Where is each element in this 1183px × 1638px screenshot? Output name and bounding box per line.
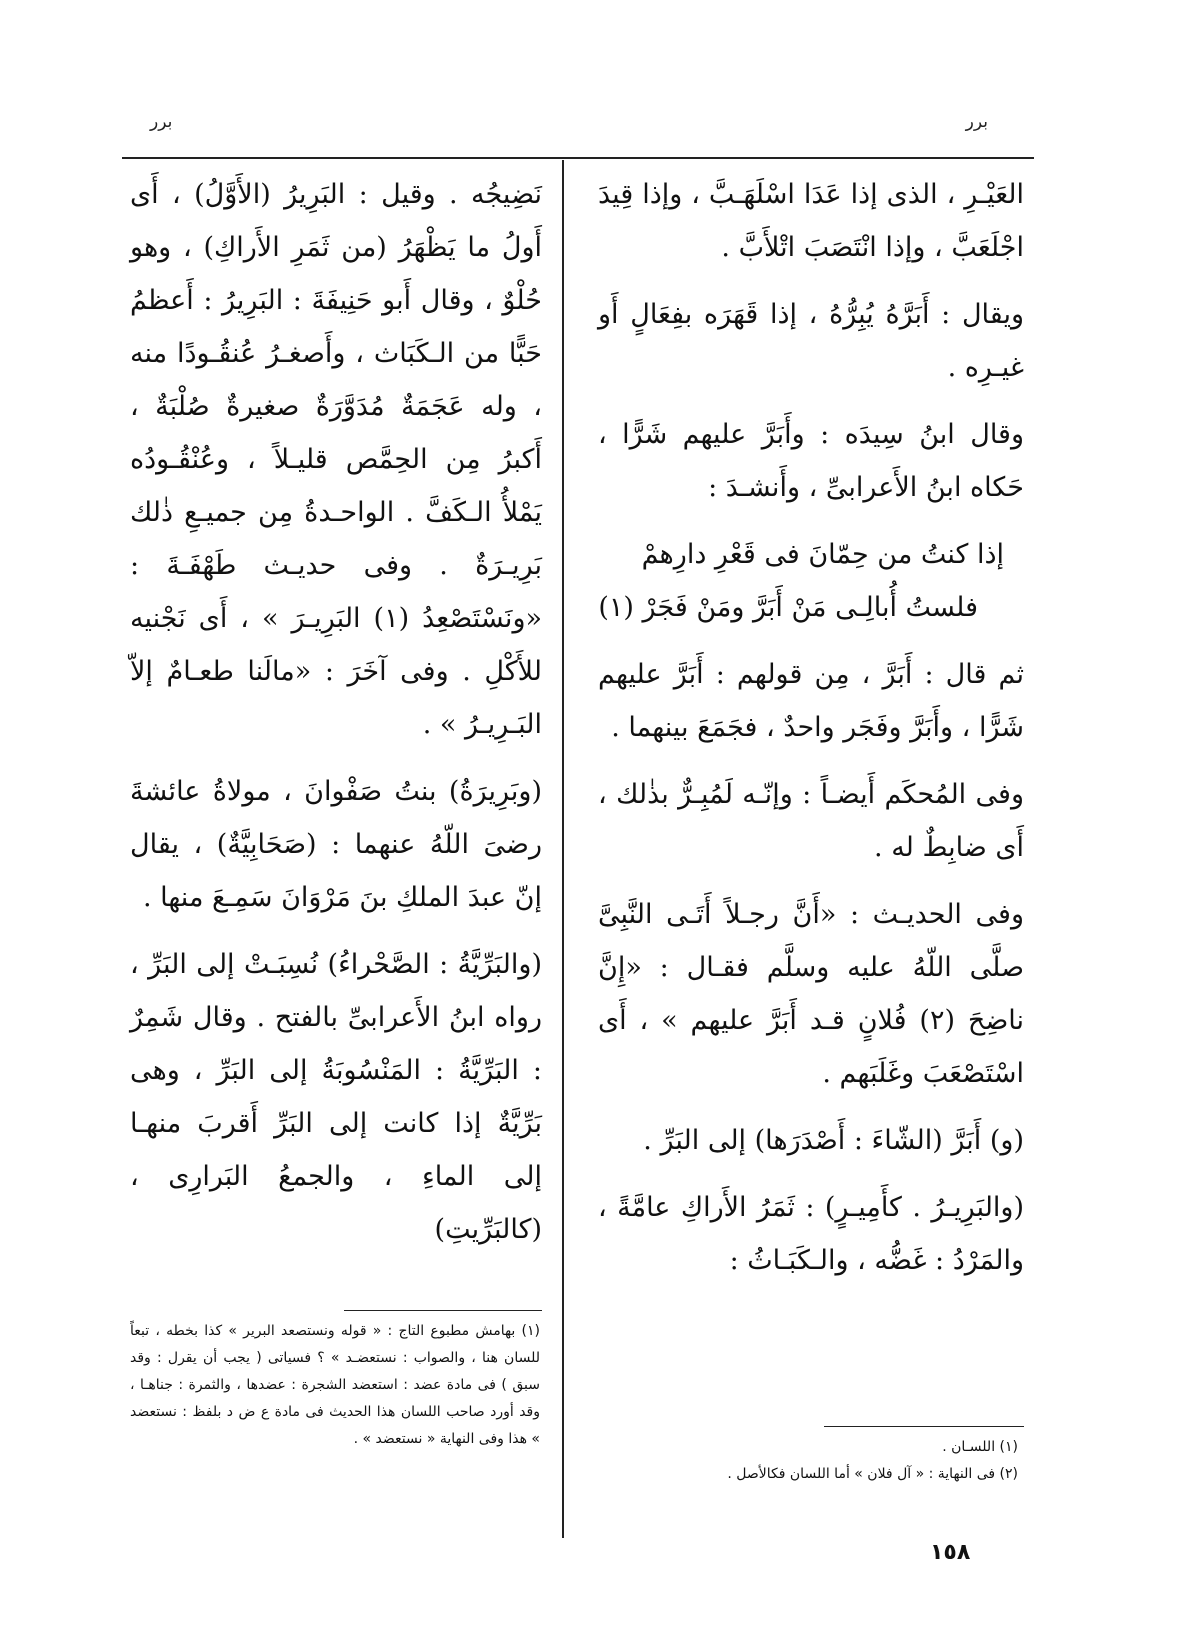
page-number: ١٥٨ xyxy=(930,1540,971,1565)
paragraph: وقال ابنُ سِيدَه : وأَبَرَّ عليهم شَرًّا ، حَكاه ابنُ الأَعرابىِّ ، وأَنشـدَ : xyxy=(598,419,1024,503)
footnote-rule-right xyxy=(824,1426,1024,1427)
footnote: (١) بهامش مطبوع التاج : « قوله ونستصعد البرير » كذا بخطه ، تبعاً للسان هنا ، والصواب : نستعضـد » ؟ فسياتى ( يجب أن يقرل : وقد سبق ) فى مادة عضد : استعضد الشجرة : عضدها ، والثمرة : جناهـا ، وقد أورد صاحب اللسان هذا الحديث فى مادة ع ض د بلفظ : نستعضد » هذا وفى النهاية « نستعضد » . xyxy=(130,1323,540,1447)
paragraph: ثم قال : أَبَرَّ ، مِن قولهم : أَبَرَّ عليهم شَرًّا ، وأَبَرَّ وفَجَر واحدٌ ، فجَمَعَ بينهما . xyxy=(598,659,1024,743)
paragraph: نَضِيجُه . وقيل : البَرِيرُ (الأَوَّلُ) ، أَى أَولُ ما يَظْهَرُ (من ثَمَرِ الأَراكِ) ، وهو حُلْوٌ ، وقال أَبو حَنِيفَةَ : البَرِيرُ : أَعظمُ حَبًّا من الـكَبَاث ، وأَصغـرُ عُنقُـودًا منه ، وله عَجَمَةٌ مُدَوَّرَةٌ صغيرةٌ صُلْبَةٌ ، أَكبرُ مِن الحِمَّص قليـلاً ، وعُنْقُـودُه يَمْلأُ الـكَفَّ . الواحـدةُ مِن جميـعِ ذٰلك بَرِيـرَةٌ . وفى حديـث طَهْفَـةَ : «ونَسْتَصْعِدُ (١) البَرِيـرَ » ، أَى نَجْنيه للأَكْلِ . وفى آخَرَ : «مالَنا طعـامٌ إلاّ البَـرِيـرُ » . xyxy=(130,179,542,740)
footnote-rule-left xyxy=(344,1310,542,1311)
left-column xyxy=(130,168,542,1270)
paragraph: وفى الحديـث : «أَنَّ رجـلاً أَتَـى النَّبِىَّ صلَّى اللّهُ عليه وسلَّم فقـال : «إِنَّ ناضِحَ (٢) فُلانٍ قـد أَبَرَّ عليهم » ، أَى اسْتَصْعَبَ وغَلَبَهم . xyxy=(598,899,1024,1089)
paragraph: (و) أَبَرَّ (الشّاءَ : أَصْدَرَها) إلى البَرِّ . xyxy=(643,1125,1024,1156)
paragraph: (والبَرِيـرُ . كأَمِيـرٍ) : ثَمَرُ الأَراكِ عامَّةً ، والمَرْدُ : غَضُّه ، والـكَبَـاثُ : xyxy=(598,1192,1024,1276)
paragraph: العَيْـرِ ، الذى إذا عَدَا اسْلَهَـبَّ ، وإذا قِيدَ اجْلَعَبَّ ، وإذا انْتَصَبَ اتْلأَبَّ . xyxy=(598,179,1024,263)
verse-line: فلستُ أُبالِـى مَنْ أَبَرَّ ومَنْ فَجَرْ (١) xyxy=(598,592,978,623)
paragraph: (والبَرِّيَّةُ : الصَّحْراءُ) نُسِبَـتْ إلى البَرِّ ، رواه ابنُ الأَعرابىِّ بالفتح . وقال شَمِرٌ : البَرِّيَّةُ : المَنْسُوبَةُ إلى البَرِّ ، وهى بَرِّيَّةٌ إذا كانت إلى البَرِّ أَقربَ منهـا إلى الماءِ ، والجمعُ البَرارِى ، (كالبَرِّيتِ) xyxy=(130,949,542,1245)
paragraph: (وبَرِيرَةُ) بنتُ صَفْوانَ ، مولاةُ عائشةَ رضىَ اللّهُ عنهما : (صَحَابِيَّةٌ) ، يقال إنّ عبدَ الملكِ بنَ مَرْوَانَ سَمِـعَ منها . xyxy=(130,776,542,913)
footnote: (١) اللسـان . xyxy=(942,1439,1018,1455)
footnote: (٢) فى النهاية : « آل فلان » أما اللسان فكالأصل . xyxy=(727,1466,1018,1482)
header-root-right: برر xyxy=(965,112,988,132)
column-divider xyxy=(562,160,564,1538)
paragraph: ويقال : أَبَرَّهُ يُبِرُّهُ ، إذا قَهَرَه بفِعَالٍ أَو غيـرِه . xyxy=(598,299,1024,383)
footnotes-right xyxy=(598,1434,1018,1488)
footnotes-left xyxy=(130,1318,540,1453)
verse-line: إذا كنتُ من حِمّانَ فى قَعْرِ دارِهمْ xyxy=(641,539,1004,570)
paragraph: وفى المُحكَم أَيضـاً : وإنّـه لَمُبِـرٌّ بذٰلك ، أَى ضابِطٌ له . xyxy=(598,779,1024,863)
header-rule xyxy=(122,157,1034,159)
header-root-left: برر xyxy=(150,112,173,132)
right-column xyxy=(598,168,1024,1301)
